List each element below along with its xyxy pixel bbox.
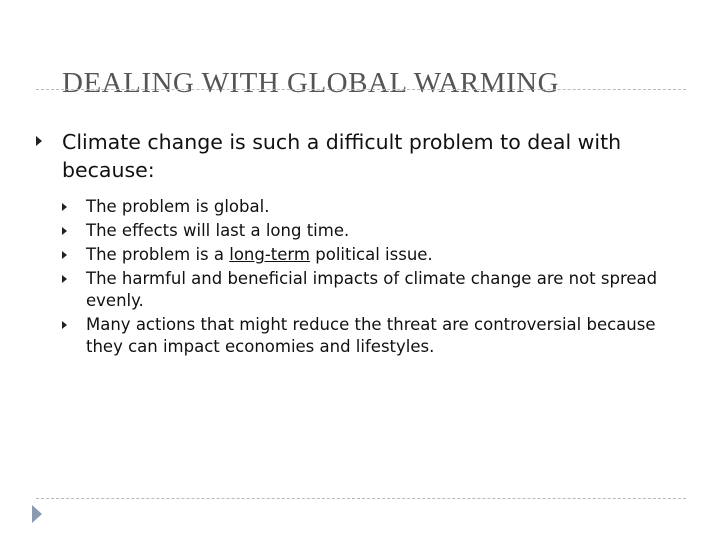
main-bullet-item (36, 128, 676, 184)
triangle-right-icon (36, 136, 42, 146)
triangle-right-icon (62, 321, 67, 329)
triangle-right-icon (62, 251, 67, 259)
list-item-text: The harmful and beneficial impacts of climate change are not spread evenly. (86, 269, 658, 310)
main-bullet-text: Climate change is such a difficult problem to deal with because: (62, 130, 622, 182)
list-item (62, 268, 662, 312)
title-divider (36, 89, 686, 90)
slide-title: DEALING WITH GLOBAL WARMING (62, 67, 560, 99)
list-item (62, 196, 662, 218)
list-item-text-start: The problem is a (86, 245, 230, 264)
triangle-right-icon (62, 275, 67, 283)
footer-divider (36, 498, 686, 499)
list-item-text: The effects will last a long time. (86, 221, 350, 240)
list-item-text: The problem is global. (86, 197, 270, 216)
slide-nav-icon[interactable] (32, 505, 42, 523)
list-item (62, 314, 662, 358)
list-item (62, 244, 662, 266)
underlined-term: long-term (229, 245, 310, 264)
sub-bullet-list (62, 196, 662, 360)
list-item-text: Many actions that might reduce the threat are controversial because they can impact economies and lifestyles. (86, 315, 656, 356)
list-item-text-end: political issue. (310, 245, 433, 264)
triangle-right-icon (62, 227, 67, 235)
triangle-right-icon (62, 203, 67, 211)
list-item (62, 220, 662, 242)
